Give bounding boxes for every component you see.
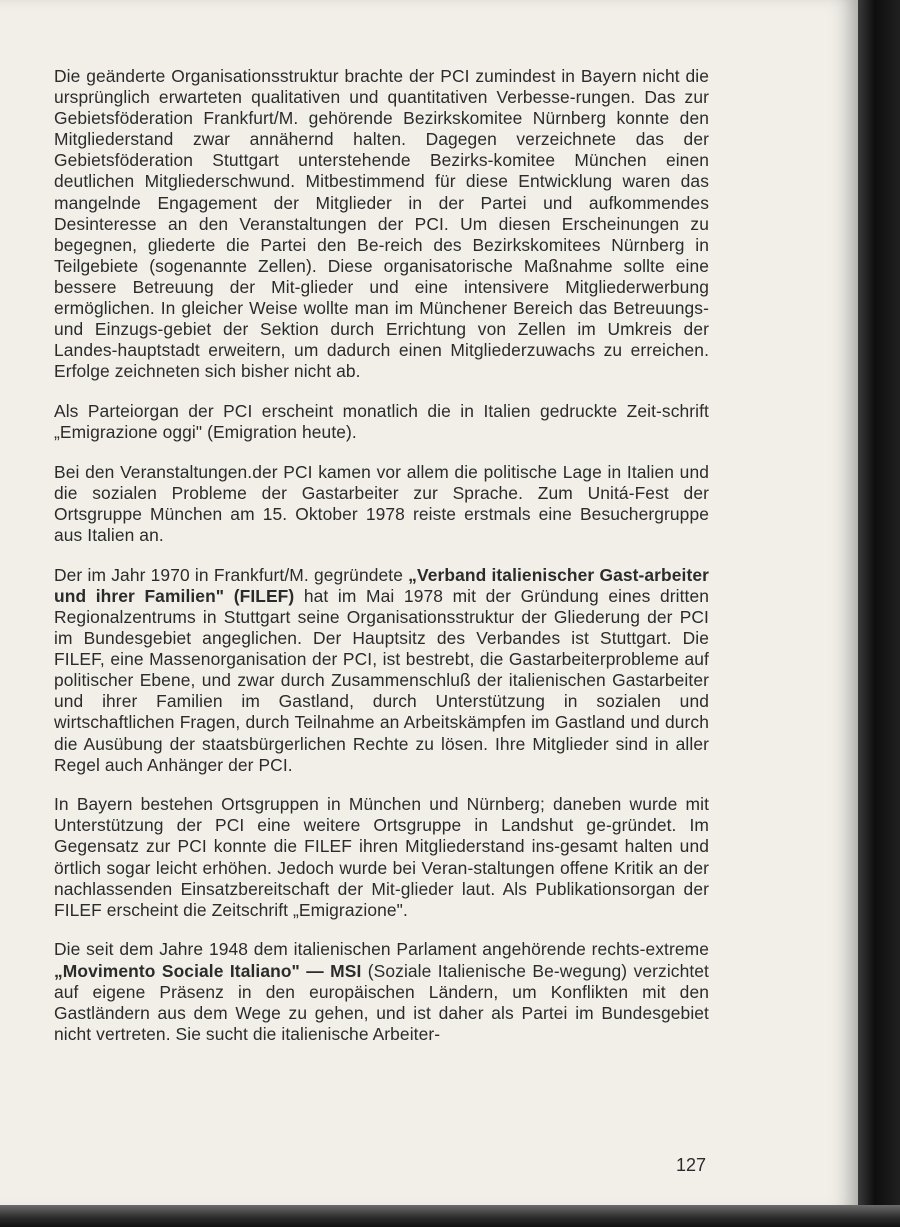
paragraph-4 <box>54 565 709 776</box>
paragraph-2 <box>54 401 709 443</box>
page-number: 127 <box>676 1155 707 1175</box>
paragraph-6 <box>54 939 709 1044</box>
bold-term-msi: „Movimento Sociale Italiano" — MSI <box>54 960 362 981</box>
text-run: (Soziale Italienische Be-wegung) verzichtet auf eigene Präsenz in den europäischen Ländern, um Konflikten mit den Gastländern aus dem Wege zu gehen, und ist daher als Partei im Bundesgebiet nicht vertreten. Sie sucht die italienische Arbeiter- <box>54 960 709 1044</box>
book-spine <box>858 0 900 1227</box>
text-run: Der im Jahr 1970 in Frankfurt/M. gegründete <box>54 564 409 585</box>
bold-term-filef: „Verband italienischer Gast-arbeiter und ihrer Familien" (FILEF) <box>54 564 710 606</box>
page-bottom-edge <box>0 1205 900 1227</box>
text-run: Als Parteiorgan der PCI erscheint monatlich die in Italien gedruckte Zeit-schrift „Emigrazione oggi" (Emigration heute). <box>54 401 709 443</box>
body-text <box>54 66 709 1064</box>
text-run: Die seit dem Jahre 1948 dem italienischen Parlament angehörende rechts-extreme <box>54 939 709 960</box>
text-run: In Bayern bestehen Ortsgruppen in München und Nürnberg; daneben wurde mit Unterstützung der PCI eine weitere Ortsgruppe in Landshut ge-gründet. Im Gegensatz zur PCI konnte die FILEF ihren Mitgliederstand ins-gesamt halten und örtlich sogar leicht erhöhen. Jedoch wurde bei Veran-staltungen offene Kritik an der nachlassenden Einsatzbereitschaft der Mit-glieder laut. Als Publikationsorgan der FILEF erscheint die Zeitschrift „Emigrazione". <box>54 794 709 920</box>
paragraph-3 <box>54 462 709 546</box>
paragraph-1 <box>54 66 709 382</box>
text-run: Bei den Veranstaltungen.der PCI kamen vor allem die politische Lage in Italien und die sozialen Probleme der Gastarbeiter zur Sprache. Zum Unitá-Fest der Ortsgruppe München am 15. Oktober 1978 reiste erstmals eine Besuchergruppe aus Italien an. <box>54 461 709 546</box>
paragraph-5 <box>54 794 709 921</box>
text-run: hat im Mai 1978 mit der Gründung eines dritten Regionalzentrums in Stuttgart seine Organisationsstruktur der Gliederung der PCI im Bundesgebiet angeglichen. Der Hauptsitz des Verbandes ist Stuttgart. Die FILEF, eine Massenorganisation der PCI, ist bestrebt, die Gastarbeiterprobleme auf politischer Ebene, und zwar durch Zusammenschluß der italienischen Gastarbeiter und ihrer Familien im Gastland, durch Unterstützung in sozialen und wirtschaftlichen Fragen, durch Teilnahme an Arbeitskämpfen im Gastland und durch die Ausübung der staatsbürgerlichen Rechte zu lösen. Ihre Mitglieder sind in aller Regel auch Anhänger der PCI. <box>54 585 710 775</box>
text-run: Die geänderte Organisationsstruktur brachte der PCI zumindest in Bayern nicht die ursprünglich erwarteten qualitativen und quantitativen Verbesse-rungen. Das zur Gebietsföderation Frankfurt/M. gehörende Bezirkskomitee Nürnberg konnte den Mitgliederstand zwar annähernd halten. Dagegen verzeichnete das der Gebietsföderation Stuttgart unterstehende Bezirks-komitee München einen deutlichen Mitgliederschwund. Mitbestimmend für diese Entwicklung waren das mangelnde Engagement der Mitglieder in der Partei und aufkommendes Desinteresse an den Veranstaltungen der PCI. Um diesen Erscheinungen zu begegnen, gliederte die Partei den Be-reich des Bezirkskomitees Nürnberg in Teilgebiete (sogenannte Zellen). Diese organisatorische Maßnahme sollte eine bessere Betreuung der Mit-glieder und eine intensivere Mitgliederwerbung ermöglichen. In gleicher Weise wollte man im Münchener Bereich das Betreuungs- und Einzugs-gebiet der Sektion durch Errichtung von Zellen im Umkreis der Landes-hauptstadt erweitern, um dadurch einen Mitgliederzuwachs zu erreichen. Erfolge zeichneten sich bisher nicht ab. <box>54 66 709 382</box>
